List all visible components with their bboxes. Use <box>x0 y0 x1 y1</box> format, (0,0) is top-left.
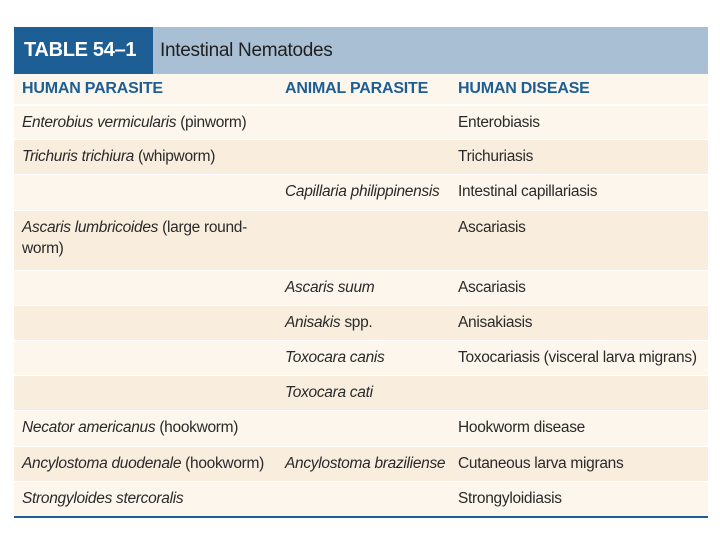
human-parasite-cell <box>14 271 277 305</box>
human-parasite-name: Ascaris lumbricoides <box>22 219 159 236</box>
animal-parasite-name: Anisakis <box>285 314 341 331</box>
human-parasite-cell <box>14 306 277 340</box>
animal-parasite-cell <box>277 306 450 340</box>
human-parasite-name: Necator americanus <box>22 419 156 436</box>
human-parasite-cell <box>14 106 277 139</box>
animal-parasite-cell <box>277 411 450 446</box>
animal-parasite-cell: Capillaria philippinensis <box>285 183 440 200</box>
table-row <box>14 210 708 270</box>
human-parasite-cell <box>14 341 277 375</box>
human-parasite-common: (pinworm) <box>176 114 247 131</box>
human-disease-cell: Intestinal capillariasis <box>458 183 598 200</box>
human-disease-cell: Ascariasis <box>458 219 526 236</box>
table-row <box>14 174 708 210</box>
human-disease-cell: Trichuriasis <box>458 148 534 165</box>
animal-parasite-cell <box>277 140 450 174</box>
table-row <box>14 410 708 446</box>
human-parasite-common: (large round-worm) <box>22 219 247 257</box>
table-row <box>14 139 708 174</box>
animal-parasite-cell <box>277 482 450 516</box>
human-parasite-name: Ancylostoma duodenale <box>22 455 182 472</box>
human-disease-cell: Ascariasis <box>458 279 526 296</box>
table-row <box>14 375 708 410</box>
table-bottom-rule <box>14 516 708 518</box>
table-header-row <box>14 74 708 105</box>
table-row <box>14 340 708 375</box>
table-number: TABLE 54–1 <box>14 27 153 74</box>
human-disease-cell: Cutaneous larva migrans <box>458 455 624 472</box>
header-human-parasite: HUMAN PARASITE <box>22 80 163 97</box>
human-disease-cell: Enterobiasis <box>458 114 540 131</box>
table-row <box>14 270 708 305</box>
table-row <box>14 105 708 139</box>
human-parasite-name: Strongyloides stercoralis <box>22 490 184 507</box>
human-parasite-name: Enterobius vermicularis <box>22 114 177 131</box>
human-parasite-common: (hookworm) <box>181 455 264 472</box>
animal-parasite-cell: Ancylostoma braziliense <box>285 455 446 472</box>
human-parasite-name: Trichuris trichiura <box>22 148 135 165</box>
human-disease-cell: Toxocariasis (visceral larva migrans) <box>458 349 697 366</box>
header-human-disease: HUMAN DISEASE <box>458 80 590 97</box>
table-row <box>14 481 708 516</box>
human-parasite-cell <box>14 211 277 270</box>
table-row <box>14 305 708 340</box>
animal-parasite-cell <box>277 211 450 270</box>
human-parasite-cell <box>14 447 277 481</box>
table-title: Intestinal Nematodes <box>160 39 333 61</box>
human-parasite-common: (whipworm) <box>134 148 216 165</box>
animal-parasite-cell: Toxocara cati <box>285 384 373 401</box>
table-row <box>14 446 708 481</box>
human-disease-cell: Anisakiasis <box>458 314 533 331</box>
human-parasite-cell <box>14 175 277 210</box>
human-parasite-cell <box>14 376 277 410</box>
table-title-bar <box>14 27 708 74</box>
human-parasite-cell <box>14 482 277 516</box>
nematodes-table <box>14 27 708 518</box>
human-parasite-common: (hookworm) <box>155 419 239 436</box>
human-disease-cell: Strongyloidiasis <box>458 490 562 507</box>
human-parasite-cell <box>14 140 277 174</box>
human-disease-cell: Hookworm disease <box>458 419 586 436</box>
human-disease-cell <box>450 376 708 410</box>
animal-parasite-suffix: spp. <box>340 314 373 331</box>
animal-parasite-cell: Ascaris suum <box>285 279 375 296</box>
animal-parasite-cell <box>277 106 450 139</box>
header-animal-parasite: ANIMAL PARASITE <box>285 80 429 97</box>
animal-parasite-cell: Toxocara canis <box>285 349 385 366</box>
human-parasite-cell <box>14 411 277 446</box>
